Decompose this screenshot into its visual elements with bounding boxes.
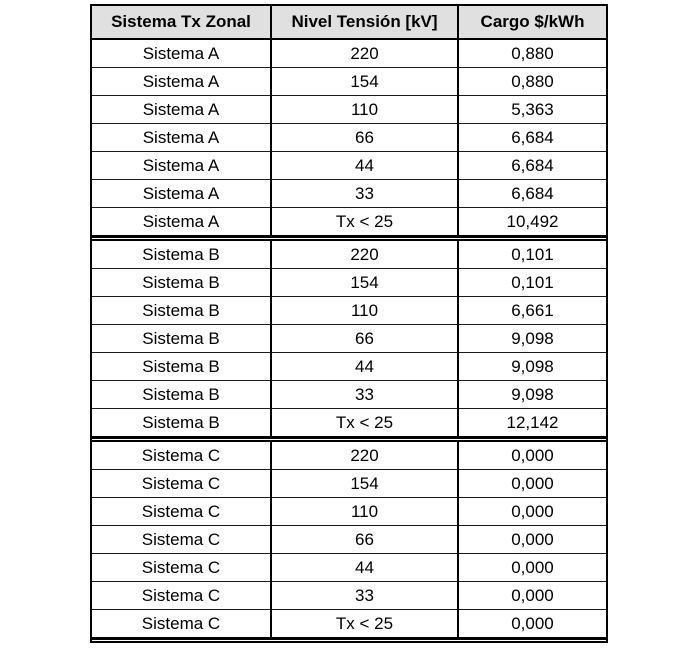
table-cell: 0,000 (458, 526, 607, 554)
table-cell: 154 (271, 68, 458, 96)
table-cell: Sistema B (91, 409, 271, 438)
table-row (91, 409, 607, 438)
table-header (91, 5, 607, 39)
table-cell: Sistema A (91, 208, 271, 237)
table-cell: 154 (271, 470, 458, 498)
table-cell: 110 (271, 498, 458, 526)
table-cell: 154 (271, 269, 458, 297)
table-row (91, 208, 607, 237)
table-row (91, 269, 607, 297)
table-cell: Sistema C (91, 582, 271, 610)
table-cell: Sistema A (91, 180, 271, 208)
table-row (91, 240, 607, 269)
table-cell: Tx < 25 (271, 610, 458, 639)
table-cell: Sistema A (91, 39, 271, 68)
table-cell: 66 (271, 526, 458, 554)
table-cell: Sistema B (91, 269, 271, 297)
table-cell: 12,142 (458, 409, 607, 438)
table-cell: 0,101 (458, 240, 607, 269)
table-cell: 0,000 (458, 582, 607, 610)
column-header: Nivel Tensión [kV] (271, 5, 458, 39)
table-cell: 33 (271, 381, 458, 409)
column-header: Sistema Tx Zonal (91, 5, 271, 39)
table-cell: 0,000 (458, 554, 607, 582)
table-row (91, 96, 607, 124)
table-cell: 10,492 (458, 208, 607, 237)
table-cell: 33 (271, 582, 458, 610)
table-cell: Sistema B (91, 240, 271, 269)
table-cell: Sistema B (91, 325, 271, 353)
table-cell: Sistema B (91, 297, 271, 325)
table-row (91, 381, 607, 409)
table-cell: 0,000 (458, 441, 607, 470)
table-cell: Sistema C (91, 441, 271, 470)
table-cell: Sistema A (91, 68, 271, 96)
table-cell: 0,880 (458, 68, 607, 96)
table-cell: 5,363 (458, 96, 607, 124)
table-row (91, 582, 607, 610)
table-row (91, 498, 607, 526)
table-cell: 6,661 (458, 297, 607, 325)
table-cell: 6,684 (458, 152, 607, 180)
table-cell: 44 (271, 353, 458, 381)
table-cell: 220 (271, 39, 458, 68)
table-cell: 0,000 (458, 470, 607, 498)
table-row (91, 180, 607, 208)
table-cell: 0,880 (458, 39, 607, 68)
table-row (91, 610, 607, 639)
table-cell: Tx < 25 (271, 208, 458, 237)
table-cell: 44 (271, 554, 458, 582)
column-header: Cargo $/kWh (458, 5, 607, 39)
table-row (91, 353, 607, 381)
table-cell: Tx < 25 (271, 409, 458, 438)
table-row (91, 470, 607, 498)
table-row (91, 39, 607, 68)
table-cell: 110 (271, 297, 458, 325)
section-divider (91, 639, 607, 643)
table-cell: 33 (271, 180, 458, 208)
table-row (91, 554, 607, 582)
table-cell: 0,101 (458, 269, 607, 297)
table-cell: 110 (271, 96, 458, 124)
table-cell: 9,098 (458, 381, 607, 409)
table-cell: 0,000 (458, 610, 607, 639)
table-row (91, 325, 607, 353)
table-body (91, 39, 607, 642)
section-divider-rule (91, 639, 607, 643)
table-cell: 6,684 (458, 124, 607, 152)
table-cell: 220 (271, 240, 458, 269)
table-cell: 44 (271, 152, 458, 180)
table-cell: 9,098 (458, 353, 607, 381)
table-row (91, 441, 607, 470)
table-cell: 66 (271, 325, 458, 353)
table-cell: 6,684 (458, 180, 607, 208)
table-cell: Sistema B (91, 381, 271, 409)
table-cell: Sistema B (91, 353, 271, 381)
table-cell: Sistema A (91, 124, 271, 152)
table-cell: Sistema C (91, 526, 271, 554)
table-cell: 0,000 (458, 498, 607, 526)
table-row (91, 526, 607, 554)
table-cell: Sistema C (91, 470, 271, 498)
table-row (91, 124, 607, 152)
table-row (91, 68, 607, 96)
table-cell: Sistema A (91, 96, 271, 124)
table-row (91, 152, 607, 180)
table-cell: Sistema C (91, 610, 271, 639)
table-cell: Sistema C (91, 498, 271, 526)
table-cell: 66 (271, 124, 458, 152)
tariff-table (90, 4, 608, 643)
header-row (91, 5, 607, 39)
table-cell: 220 (271, 441, 458, 470)
table-cell: Sistema A (91, 152, 271, 180)
table-cell: Sistema C (91, 554, 271, 582)
table-cell: 9,098 (458, 325, 607, 353)
table-row (91, 297, 607, 325)
